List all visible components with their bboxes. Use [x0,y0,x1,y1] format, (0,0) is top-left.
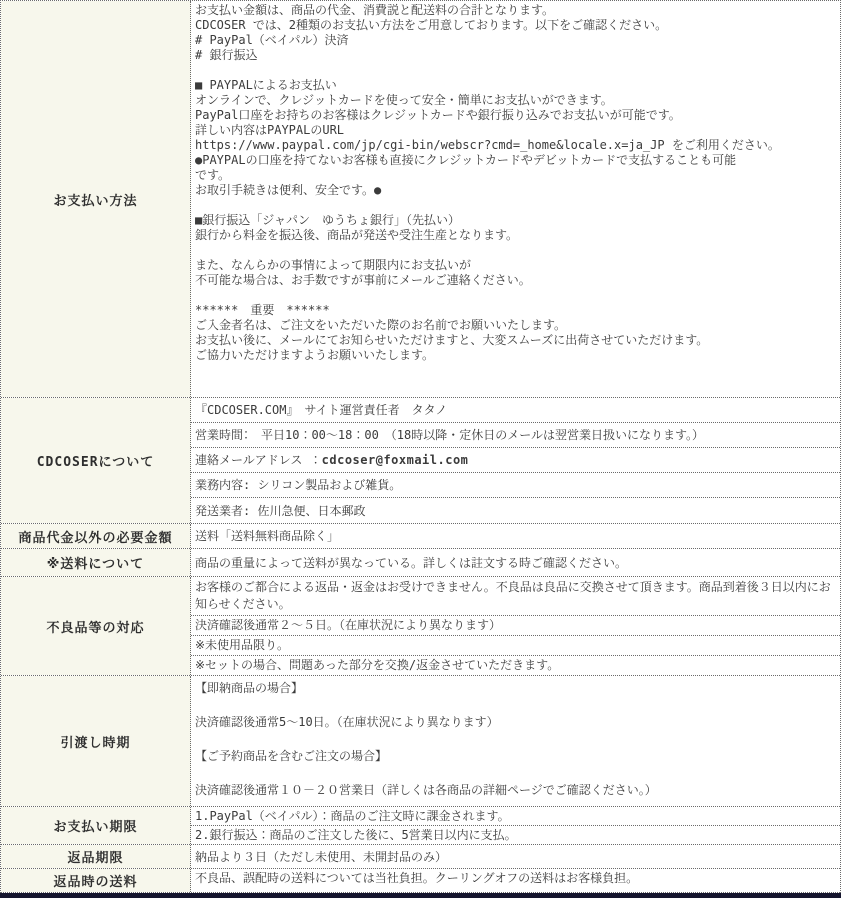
text-line: # PayPal（ベイパル）決済 [195,33,349,47]
text-line: 不可能な場合は、お手数ですが事前にメールご連絡ください。 [195,273,531,287]
sub-row-text [191,577,840,616]
text-line: 2.銀行振込：商品のご注文した後に、5営業日以内に支払。 [195,828,517,842]
text-line: 業務内容: シリコン製品および雑貨。 [195,478,402,492]
table-row [1,577,840,676]
text-line: また、なんらかの事情によって期限内にお支払いが [195,258,472,272]
row-header-label: ※送料について [1,549,191,576]
text-line: お支払い後に、メールにてお知らせいただけますと、大変スムーズに出荷させていただけます。 [195,333,709,347]
text-line: 【ご予約商品を含むご注文の場合】 [195,749,388,763]
text-line: 決済確認後通常5～10日。（在庫状況により異なります） [195,715,499,729]
table-row [1,524,840,549]
row-header-label: お支払い期限 [1,807,191,844]
row-content-cell [191,549,840,576]
row-content-cell [191,676,840,806]
text-line [195,731,836,748]
text-line: 決済確認後通常１０－２０営業日（詳しくは各商品の詳細ページでご確認ください。） [195,783,657,797]
text-line [195,243,836,258]
text-line: 発送業者: 佐川急便、日本郵政 [195,503,366,518]
text-line: ■ PAYPALによるお支払い [195,78,337,92]
sub-row-text [191,656,840,675]
text-line: 『CDCOSER.COM』 サイト運営責任者 タタノ [195,403,448,417]
sub-row-text [191,845,840,868]
sub-row-text [191,636,840,656]
text-line [195,697,836,714]
text-line: 【即納商品の場合】 [195,681,304,695]
row-content-cell [191,577,840,675]
text-block [191,1,840,365]
text-line: ご協力いただけますようお願いいたします。 [195,348,435,362]
table-row [1,869,840,893]
text-line: ****** 重要 ****** [195,303,330,317]
sub-row-text [191,616,840,636]
text-line: ●PAYPALの口座を持てないお客様も直接にクレジットカードやデビットカードで支払することも可能 [195,153,737,167]
row-content-cell [191,398,840,523]
row-content-cell [191,845,840,868]
text-line: ※未使用品限り。 [195,638,290,652]
text-line: PayPal口座をお持ちのお客様はクレジットカードや銀行振り込みでお支払いが可能です。 [195,108,681,122]
text-line: 連絡メールアドレス ： [195,453,322,467]
text-line [195,198,836,213]
text-line: # 銀行振込 [195,48,258,62]
row-header-label: CDCOSERについて [1,398,191,523]
table-row [1,676,840,807]
sub-row-text [191,524,840,548]
sub-row-text [191,869,840,887]
row-header-label: 不良品等の対応 [1,577,191,675]
paypal-url-line: https://www.paypal.com/jp/cgi-bin/webscr?cmd=_home&locale.x=ja_JP をご利用ください。 [195,138,780,152]
row-header-label: 引渡し時期 [1,676,191,806]
row-content-cell [191,807,840,844]
text-line: 詳しい内容はPAYPALのURL [195,123,345,137]
sub-row-text [191,423,840,448]
text-line: 営業時間： 平日10：00～18：00 （18時以降・定休日のメールは翌営業日扱いになります。） [195,428,705,442]
contact-email-line [191,448,840,473]
text-line: 納品より３日（ただし未使用、未開封品のみ） [195,849,448,864]
row-content-cell [191,524,840,548]
text-line: 決済確認後通常２～５日。（在庫状況により異なります） [195,618,502,632]
table-row [1,1,840,398]
sub-row-text [191,826,840,844]
text-line: 銀行から料金を振込後、商品が発送や受注生産となります。 [195,228,519,242]
text-line: ※セットの場合、問題あった部分を交換/返金させていただきます。 [195,658,560,672]
table-row [1,398,840,524]
row-content-cell [191,1,840,397]
email-address-text: cdcoser@foxmail.com [321,453,469,467]
sub-row-text [191,473,840,498]
text-line [195,63,836,78]
text-line: お客様のご都合による返品・返金はお受けできません。不良品は良品に交換させて頂きます。商品到着後３日以内にお知らせください。 [195,580,831,611]
text-line: です。 [195,168,231,182]
text-line: お支払い金額は、商品の代金、消費説と配送料の合計となります。 [195,3,555,17]
table-row [1,549,840,577]
sub-row-text [191,807,840,826]
text-line [195,765,836,782]
text-line: ご入金者名は、ご注文をいただいた際のお名前でお願いいたします。 [195,318,567,332]
text-line: ■銀行振込「ジャパン ゆうちょ銀行」（先払い） [195,213,460,227]
table-row [1,807,840,845]
text-line: 送料「送料無料商品除く」 [195,529,340,543]
text-line: 不良品、誤配時の送料については当社負担。クーリングオフの送料はお客様負担。 [195,871,639,885]
footer-divider-bar [0,893,841,898]
text-line: お取引手続きは便利、安全です。● [195,183,382,197]
row-header-label: お支払い方法 [1,1,191,397]
text-line: オンラインで、クレジットカードを使って安全・簡単にお支払いができます。 [195,93,613,107]
text-line: 商品の重量によって送料が異なっている。詳しくは註文する時ご確認ください。 [195,555,628,570]
sub-row-text [191,398,840,423]
row-header-label: 返品期限 [1,845,191,868]
sub-row-text [191,498,840,523]
sub-row-text [191,549,840,576]
text-line: 1.PayPal（ベイパル）：商品のご注文時に課金されます。 [195,809,510,823]
text-line [195,288,836,303]
text-block [191,676,840,803]
row-content-cell [191,869,840,892]
table-row [1,845,840,869]
row-header-label: 返品時の送料 [1,869,191,892]
row-header-label: 商品代金以外の必要金額 [1,524,191,548]
text-line: CDCOSER では、2種類のお支払い方法をご用意しております。以下をご確認ください。 [195,18,668,32]
